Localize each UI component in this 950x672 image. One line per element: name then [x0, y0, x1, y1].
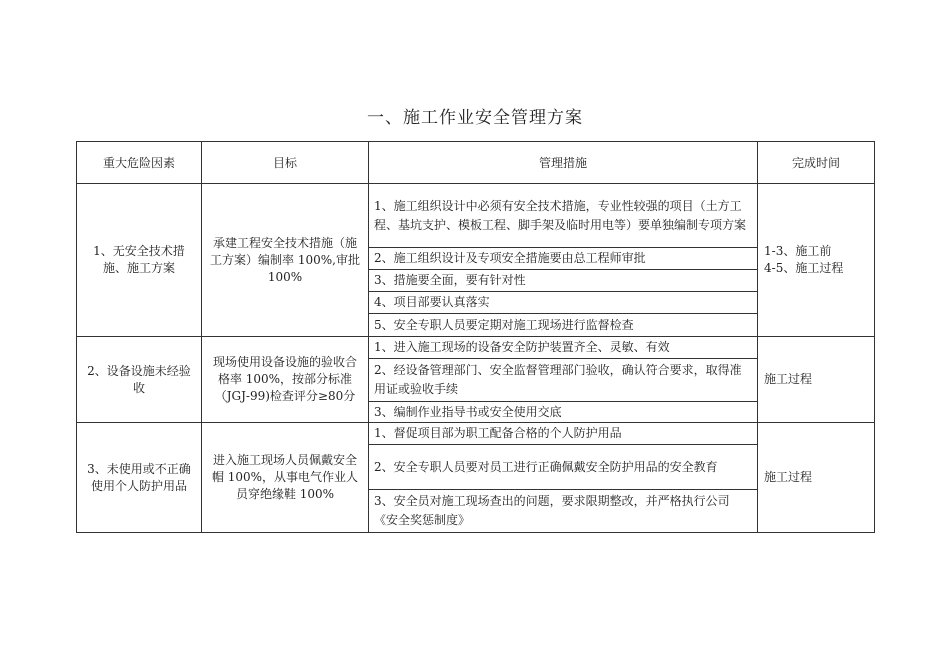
hazard-cell: 2、设备设施未经验收 — [77, 337, 202, 423]
measure-cell: 1、施工组织设计中必须有安全技术措施，专业性较强的项目（土方工程、基坑支护、模板工程、脚手架及临时用电等）要单独编制专项方案 — [369, 184, 758, 248]
time-cell: 施工过程 — [758, 337, 875, 423]
table-header-row — [77, 142, 875, 184]
measure-cell: 3、编制作业指导书或安全使用交底 — [369, 402, 758, 423]
target-cell: 现场使用设备设施的验收合格率 100%，按部分标准（JGJ-99)检查评分≥80分 — [202, 337, 369, 423]
table-row — [77, 184, 875, 248]
measure-cell: 1、督促项目部为职工配备合格的个人防护用品 — [369, 423, 758, 445]
measure-cell: 3、安全员对施工现场查出的问题，要求限期整改，并严格执行公司《安全奖惩制度》 — [369, 490, 758, 533]
measure-cell: 2、经设备管理部门、安全监督管理部门验收，确认符合要求，取得准用证或验收手续 — [369, 359, 758, 402]
time-line: 1-3、施工前 — [764, 244, 832, 258]
time-line: 4-5、施工过程 — [764, 261, 844, 275]
target-cell: 进入施工现场人员佩戴安全帽 100%，从事电气作业人员穿绝缘鞋 100% — [202, 423, 369, 533]
measure-cell: 4、项目部要认真落实 — [369, 292, 758, 314]
header-hazard: 重大危险因素 — [77, 142, 202, 184]
table-row — [77, 337, 875, 359]
measure-cell: 1、进入施工现场的设备安全防护装置齐全、灵敏、有效 — [369, 337, 758, 359]
measure-cell: 2、施工组织设计及专项安全措施要由总工程师审批 — [369, 248, 758, 270]
header-completion-time: 完成时间 — [758, 142, 875, 184]
hazard-cell: 1、无安全技术措施、施工方案 — [77, 184, 202, 337]
measure-cell: 5、安全专职人员要定期对施工现场进行监督检查 — [369, 314, 758, 337]
safety-management-table — [76, 141, 875, 533]
target-cell: 承建工程安全技术措施（施工方案）编制率 100%,审批 100% — [202, 184, 369, 337]
measure-cell: 2、安全专职人员要对员工进行正确佩戴安全防护用品的安全教育 — [369, 445, 758, 490]
measure-cell: 3、措施要全面，要有针对性 — [369, 270, 758, 292]
header-measures: 管理措施 — [369, 142, 758, 184]
time-cell: 施工过程 — [758, 423, 875, 533]
hazard-cell: 3、未使用或不正确使用个人防护用品 — [77, 423, 202, 533]
table-row — [77, 423, 875, 445]
page-title: 一、施工作业安全管理方案 — [367, 108, 583, 128]
time-cell — [758, 184, 875, 337]
header-target: 目标 — [202, 142, 369, 184]
